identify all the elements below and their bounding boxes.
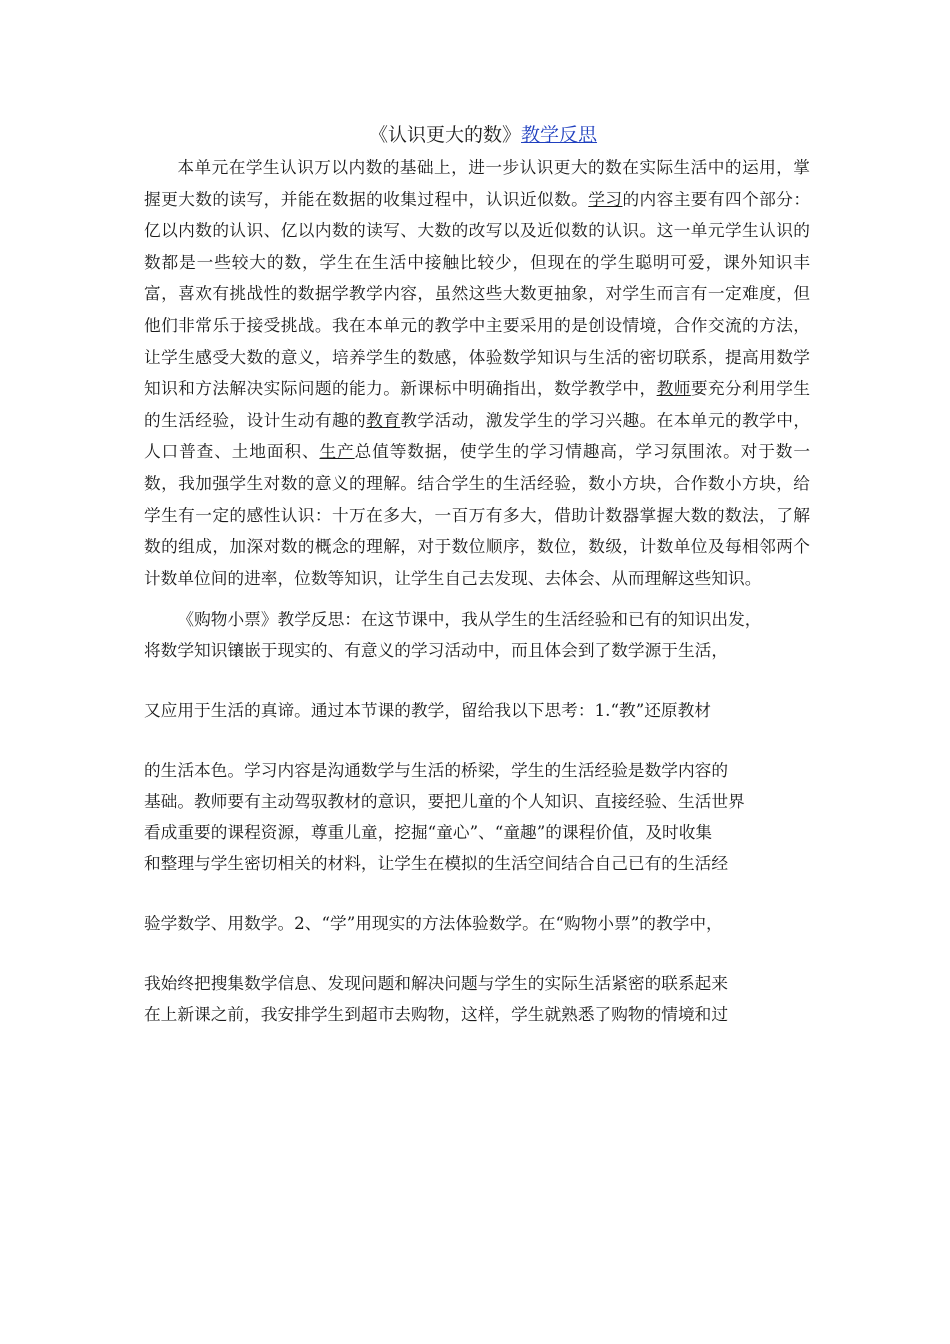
text-line: 《购物小票》教学反思：在这节课中，我从学生的生活经验和已有的知识出发， — [177, 609, 762, 630]
paragraph-unit-reflection — [144, 152, 810, 594]
text-line: 和整理与学生密切相关的材料，让学生在模拟的生活空间结合自己已有的生活经 — [144, 853, 729, 874]
paragraph-text: 的内容主要有四个部分：亿以内数的认识、亿以内数的读写、大数的改写以及近似数的认识。这一单元学生认识的数都是一些较大的数，学生在生活中接触比较少，但现在的学生聪明可爱，课外知识丰富，喜欢有挑战性的数据学教学内容，虽然这些大数更抽象，对学生而言有一定难度，但他们非常乐于接受挑战。我在本单元的教学中主要采用的是创设情境，合作交流的方法，让学生感受大数的意义，培养学生的数感，体验数学知识与生活的密切联系，提高用数学知识和方法解决实际问题的能力。新课标中明确指出，数学教学中， — [144, 188, 811, 399]
paragraph-text: 要充分利用学生的生活经验，设计生动有趣的 — [144, 378, 811, 430]
paragraph-text: 教学活动，激发学生的学习兴趣。在本单元的教学中，人口普查、土地面积、 — [144, 409, 811, 462]
title-text: 《认识更大的数》 — [368, 124, 521, 146]
inline-link-production[interactable]: 生产 — [319, 441, 355, 462]
text-line: 将数学知识镶嵌于现实的、有意义的学习活动中，而且体会到了数学源于生活， — [144, 640, 729, 661]
text-line: 又应用于生活的真谛。通过本节课的教学，留给我以下思考：1.“教”还原教材 — [144, 700, 711, 721]
text-line: 验学数学、用数学。2、“学”用现实的方法体验数学。在“购物小票”的教学中， — [144, 913, 723, 934]
title-link[interactable]: 教学反思 — [521, 124, 598, 146]
inline-link-study[interactable]: 学习 — [588, 188, 623, 209]
paragraph-shopping-receipt-reflection — [144, 604, 810, 1030]
text-line: 的生活本色。学习内容是沟通数学与生活的桥梁，学生的生活经验是数学内容的 — [144, 760, 729, 781]
text-line: 看成重要的课程资源，尊重儿童，挖掘“童心”、“童趣”的课程价值，及时收集 — [144, 822, 713, 843]
inline-link-education[interactable]: 教育 — [366, 409, 401, 430]
inline-link-teacher[interactable]: 教师 — [656, 378, 691, 399]
document-page — [144, 118, 810, 1030]
text-line: 在上新课之前，我安排学生到超市去购物，这样，学生就熟悉了购物的情境和过 — [144, 1004, 729, 1025]
document-title — [144, 118, 810, 152]
text-line: 我始终把搜集数学信息、发现问题和解决问题与学生的实际生活紧密的联系起来 — [144, 973, 729, 994]
paragraph-text: 总值等数据，使学生的学习情趣高，学习氛围浓。对于数一数，我加强学生对数的意义的理解。结合学生的生活经验，数小方块，合作数小方块，给学生有一定的感性认识：十万在多大，一百万有多大，借助计数器掌握大数的数法，了解数的组成，加深对数的概念的理解，对于数位顺序，数位，数级，计数单位及每相邻两个计数单位间的进率，位数等知识，让学生自己去发现、去体会、从而理解这些知识。 — [144, 441, 811, 588]
text-line: 基础。教师要有主动驾驭教材的意识，要把儿童的个人知识、直接经验、生活世界 — [144, 791, 745, 812]
paragraph-text: 本单元在学生认识万以内数的基础上，进一步认识更大的数在实际生活中的运用，掌握更大数的读写，并能在数据的收集过程中，认识近似数。 — [144, 157, 810, 209]
